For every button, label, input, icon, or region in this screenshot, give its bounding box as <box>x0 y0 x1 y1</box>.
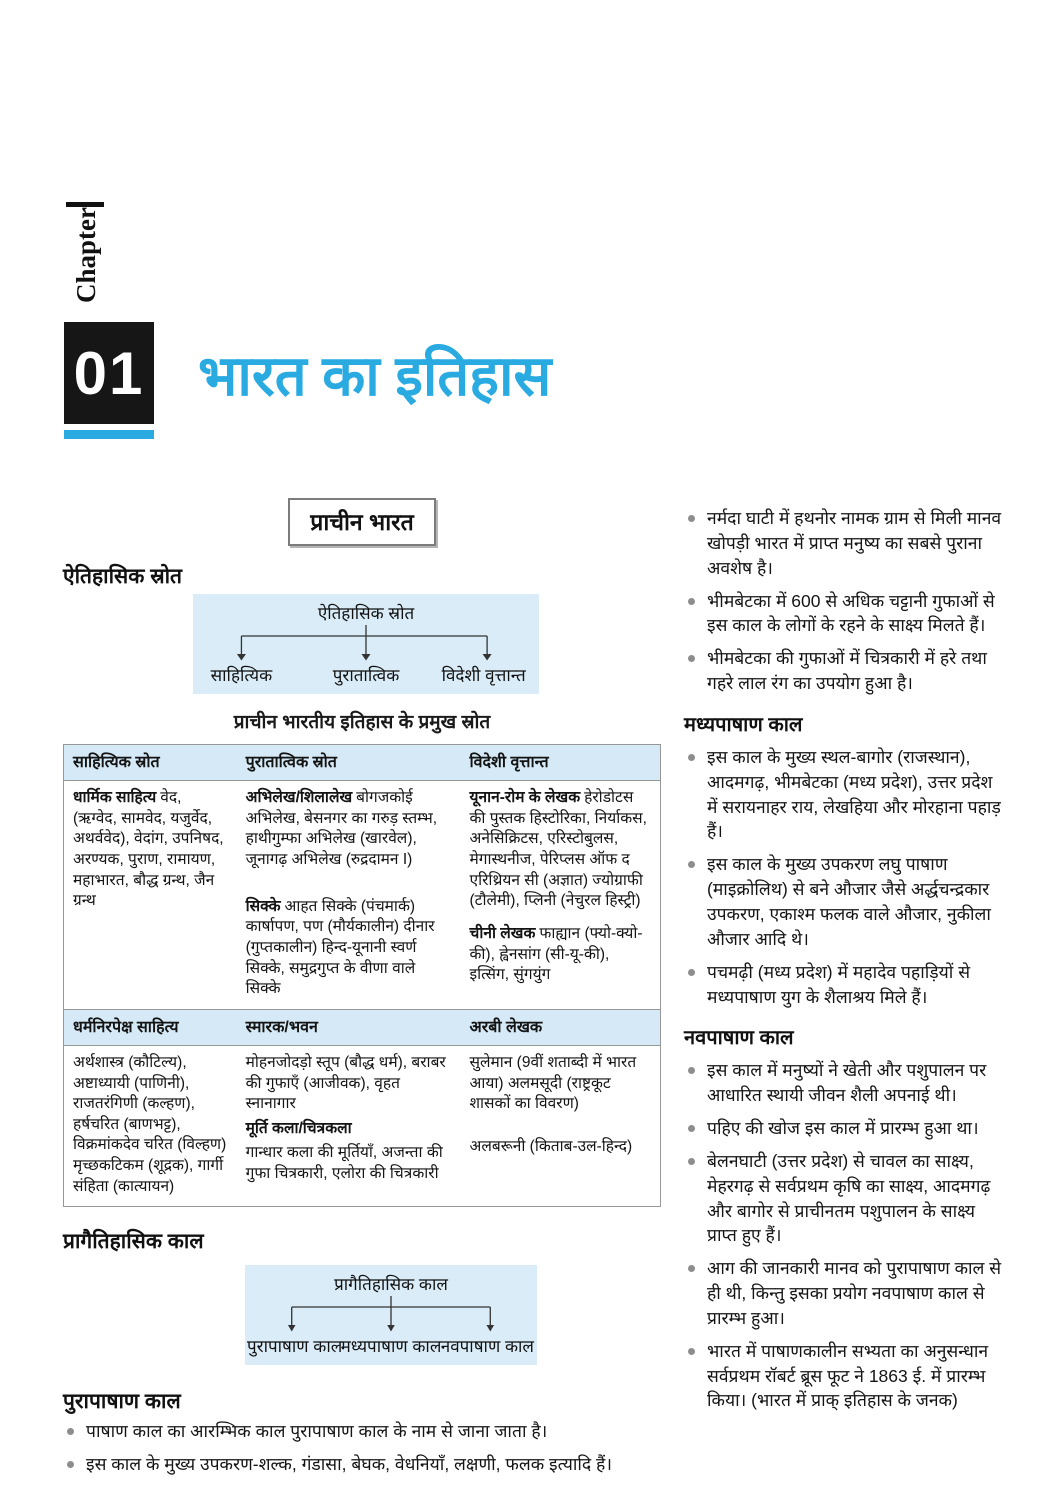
bullet-item: पचमढ़ी (मध्य प्रदेश) में महादेव पहाड़ियों से मध्यपाषाण युग के शैलाश्रय मिले हैं। <box>684 960 1006 1010</box>
cell-text: हेरोडोटस की पुस्तक हिस्टोरिका, निर्याकस, अनेसिक्रिटस, एरिस्टोबुलस, मेगास्थनीज, पेरिप्लस ऑफ द एरिथ्रियन सी (अज्ञात) ज्योग्राफी (टौलेमी), प्लिनी (नेचुरल हिस्ट्री) <box>469 789 647 910</box>
bullet-item: पहिए की खोज इस काल में प्रारम्भ हुआ था। <box>684 1116 1006 1141</box>
header-secular-literature: धर्मनिरपेक्ष साहित्य <box>64 1009 237 1045</box>
table-header-row-2 <box>64 1009 661 1045</box>
header-arab-writers: अरबी लेखक <box>461 1009 661 1045</box>
bullet-item: पाषाण काल का आरम्भिक काल पुरापाषाण काल के नाम से जाना जाता है। <box>63 1419 661 1444</box>
header-monuments: स्मारक/भवन <box>237 1009 461 1045</box>
sources-table <box>63 744 661 1207</box>
page-title: भारत का इतिहास <box>198 344 552 407</box>
cell-text: अर्थशास्त्र (कौटिल्य), अष्टाध्यायी (पाणिनी), राजतरंगिणी (कल्हण), हर्षचरित (बाणभट्ट), विक्रमांकदेव चरित (विल्हण) मृच्छकटिकम (शूद्रक), गार्गी संहिता (कात्यायन) <box>73 1054 227 1195</box>
cell-subheading: मूर्ति कला/चित्रकला <box>245 1119 352 1137</box>
flowchart-child-literary: साहित्यिक <box>210 666 273 685</box>
cell-lead: यूनान-रोम के लेखक <box>469 789 581 807</box>
bullet-item: आग की जानकारी मानव को पुरापाषाण काल से ही थी, किन्तु इसका प्रयोग नवपाषाण काल से प्रारम्भ हुआ। <box>684 1256 1006 1331</box>
cell-lead: धार्मिक साहित्य <box>73 789 157 807</box>
section-banner-wrap <box>63 498 661 546</box>
cell-text: आहत सिक्के (पंचमार्क) कार्षापण, पण (मौर्यकालीन) दीनार (गुप्तकालीन) हिन्द-यूनानी स्वर्ण सिक्के, समुद्रगुप्त के वीणा वाले सिक्के <box>245 897 435 998</box>
flowchart-child-archaeological: पुरातात्विक <box>332 666 400 685</box>
cell-text: गान्धार कला की मूर्तियाँ, अजन्ता की गुफा चित्रकारी, एलोरा की चित्रकारी <box>245 1144 443 1183</box>
bullet-item: भारत में पाषाणकालीन सभ्यता का अनुसन्धान सर्वप्रथम रॉबर्ट ब्रूस फूट ने 1863 ई. में प्रारम्भ किया। (भारत में प्राक् इतिहास के जनक) <box>684 1339 1006 1414</box>
table-body-row-1 <box>64 781 661 1009</box>
header-literary-source: साहित्यिक स्रोत <box>64 745 237 781</box>
cell-text: वेद, (ऋग्वेद, सामवेद, यजुर्वेद, अथर्ववेद), वेदांग, उपनिषद, अरण्यक, पुराण, रामायण, महाभारत, बौद्ध ग्रन्थ, जैन ग्रन्थ <box>73 789 224 910</box>
cell-text: अलबरूनी (किताब-उल-हिन्द) <box>469 1137 633 1155</box>
flowchart-prehistoric-period <box>245 1265 537 1365</box>
section-banner: प्राचीन भारत <box>288 498 435 546</box>
cell-inscriptions-coins <box>237 781 461 1009</box>
cell-religious-literature <box>64 781 237 1009</box>
bullet-item: नर्मदा घाटी में हथनोर नामक ग्राम से मिली मानव खोपड़ी भारत में प्राप्त मनुष्य का सबसे पुराना अवशेष है। <box>684 506 1006 581</box>
flowchart-arrows <box>245 1296 537 1333</box>
chapter-number-underline <box>64 430 154 439</box>
left-column <box>63 498 661 1485</box>
cell-monuments-art <box>237 1046 461 1207</box>
bullet-item: इस काल में मनुष्यों ने खेती और पशुपालन पर आधारित स्थायी जीवन शैली अपनाई थी। <box>684 1058 1006 1108</box>
cell-text: मोहनजोदड़ो स्तूप (बौद्ध धर्म), बराबर की गुफाएँ (आजीवक), वृहत स्नानागार <box>245 1054 446 1113</box>
flowchart-child-foreign: विदेशी वृत्तान्त <box>441 666 526 685</box>
table-body-row-2 <box>64 1046 661 1207</box>
cell-arab-writers <box>461 1046 661 1207</box>
cell-greek-chinese-writers <box>461 781 661 1009</box>
neolithic-bullet-list <box>684 1058 1006 1413</box>
heading-paleolithic: पुरापाषाण काल <box>63 1390 181 1414</box>
cell-text: फाह्यान (फ्यो-क्यो-की), ह्वेनसांग (सी-यू-की), इत्सिंग, सुंगयुंग <box>469 924 643 984</box>
cell-lead: अभिलेख/शिलालेख <box>245 789 353 807</box>
chapter-word: Chapter <box>71 207 101 303</box>
flowchart-historical-sources <box>193 594 539 694</box>
cell-lead: चीनी लेखक <box>469 924 536 942</box>
bullet-item: भीमबेटका में 600 से अधिक चट्टानी गुफाओं से इस काल के लोगों के रहने के साक्ष्य मिलते हैं। <box>684 589 1006 639</box>
cell-lead: सिक्के <box>245 897 281 915</box>
table-header-row-1 <box>64 745 661 781</box>
chapter-number: 01 <box>73 339 145 407</box>
heading-mesolithic: मध्यपाषाण काल <box>684 713 803 736</box>
table-caption: प्राचीन भारतीय इतिहास के प्रमुख स्रोत <box>233 712 491 733</box>
chapter-number-box <box>64 322 154 424</box>
heading-historical-sources: ऐतिहासिक स्रोत <box>63 565 183 588</box>
cell-text: सुलेमान (9वीं शताब्दी में भारत आया) अलमसूदी (राष्ट्रकूट शासकों का विवरण) <box>469 1054 637 1113</box>
flowchart-root-label: प्रागैतिहासिक काल <box>334 1275 448 1295</box>
flowchart-child-mesolithic: मध्यपाषाण काल <box>340 1337 442 1357</box>
flowchart-child-neolithic: नवपाषाण काल <box>440 1337 534 1357</box>
bullet-item: इस काल के मुख्य स्थल-बागोर (राजस्थान), आदमगढ़, भीमबेटका (मध्य प्रदेश), उत्तर प्रदेश में सरायनाहर राय, लेखहिया और मोरहाना पहाड़ हैं। <box>684 745 1006 844</box>
bullet-item: इस काल के मुख्य उपकरण-शल्क, गंडासा, बेघक, वेधनियाँ, लक्षणी, फलक इत्यादि हैं। <box>63 1452 661 1477</box>
right-column <box>684 502 1006 1421</box>
flowchart-arrows <box>193 625 539 662</box>
bullet-item: भीमबेटका की गुफाओं में चित्रकारी में हरे तथा गहरे लाल रंग का उपयोग हुआ है। <box>684 646 1006 696</box>
flowchart-child-paleolithic: पुरापाषाण काल <box>246 1337 343 1357</box>
cell-secular-works <box>64 1046 237 1207</box>
cell-text: बोगजकोई अभिलेख, बेसनगर का गरुड़ स्तम्भ, हाथीगुम्फा अभिलेख (खारवेल), जूनागढ़ अभिलेख (रुद्रदामन I) <box>245 789 438 869</box>
heading-prehistoric-period: प्रागैतिहासिक काल <box>63 1230 204 1254</box>
heading-neolithic: नवपाषाण काल <box>684 1027 794 1050</box>
upper-bullet-list <box>684 506 1006 696</box>
flowchart-root-label: ऐतिहासिक स्रोत <box>317 604 415 623</box>
bullet-item: इस काल के मुख्य उपकरण लघु पाषाण (माइक्रोलिथ) से बने औजार जैसे अर्द्धचन्द्रकार उपकरण, एकाश्म फलक वाले औजार, नुकीला औजार आदि थे। <box>684 852 1006 951</box>
mesolithic-bullet-list <box>684 745 1006 1009</box>
paleolithic-bullet-list <box>63 1419 661 1477</box>
header-archaeological-source: पुरातात्विक स्रोत <box>237 745 461 781</box>
bullet-item: बेलनघाटी (उत्तर प्रदेश) से चावल का साक्ष्य, मेहरगढ़ से सर्वप्रथम कृषि का साक्ष्य, आदमगढ़ और बागोर से प्राचीनतम पशुपालन के साक्ष्य प्राप्त हुए हैं। <box>684 1149 1006 1248</box>
header-foreign-accounts: विदेशी वृत्तान्त <box>461 745 661 781</box>
